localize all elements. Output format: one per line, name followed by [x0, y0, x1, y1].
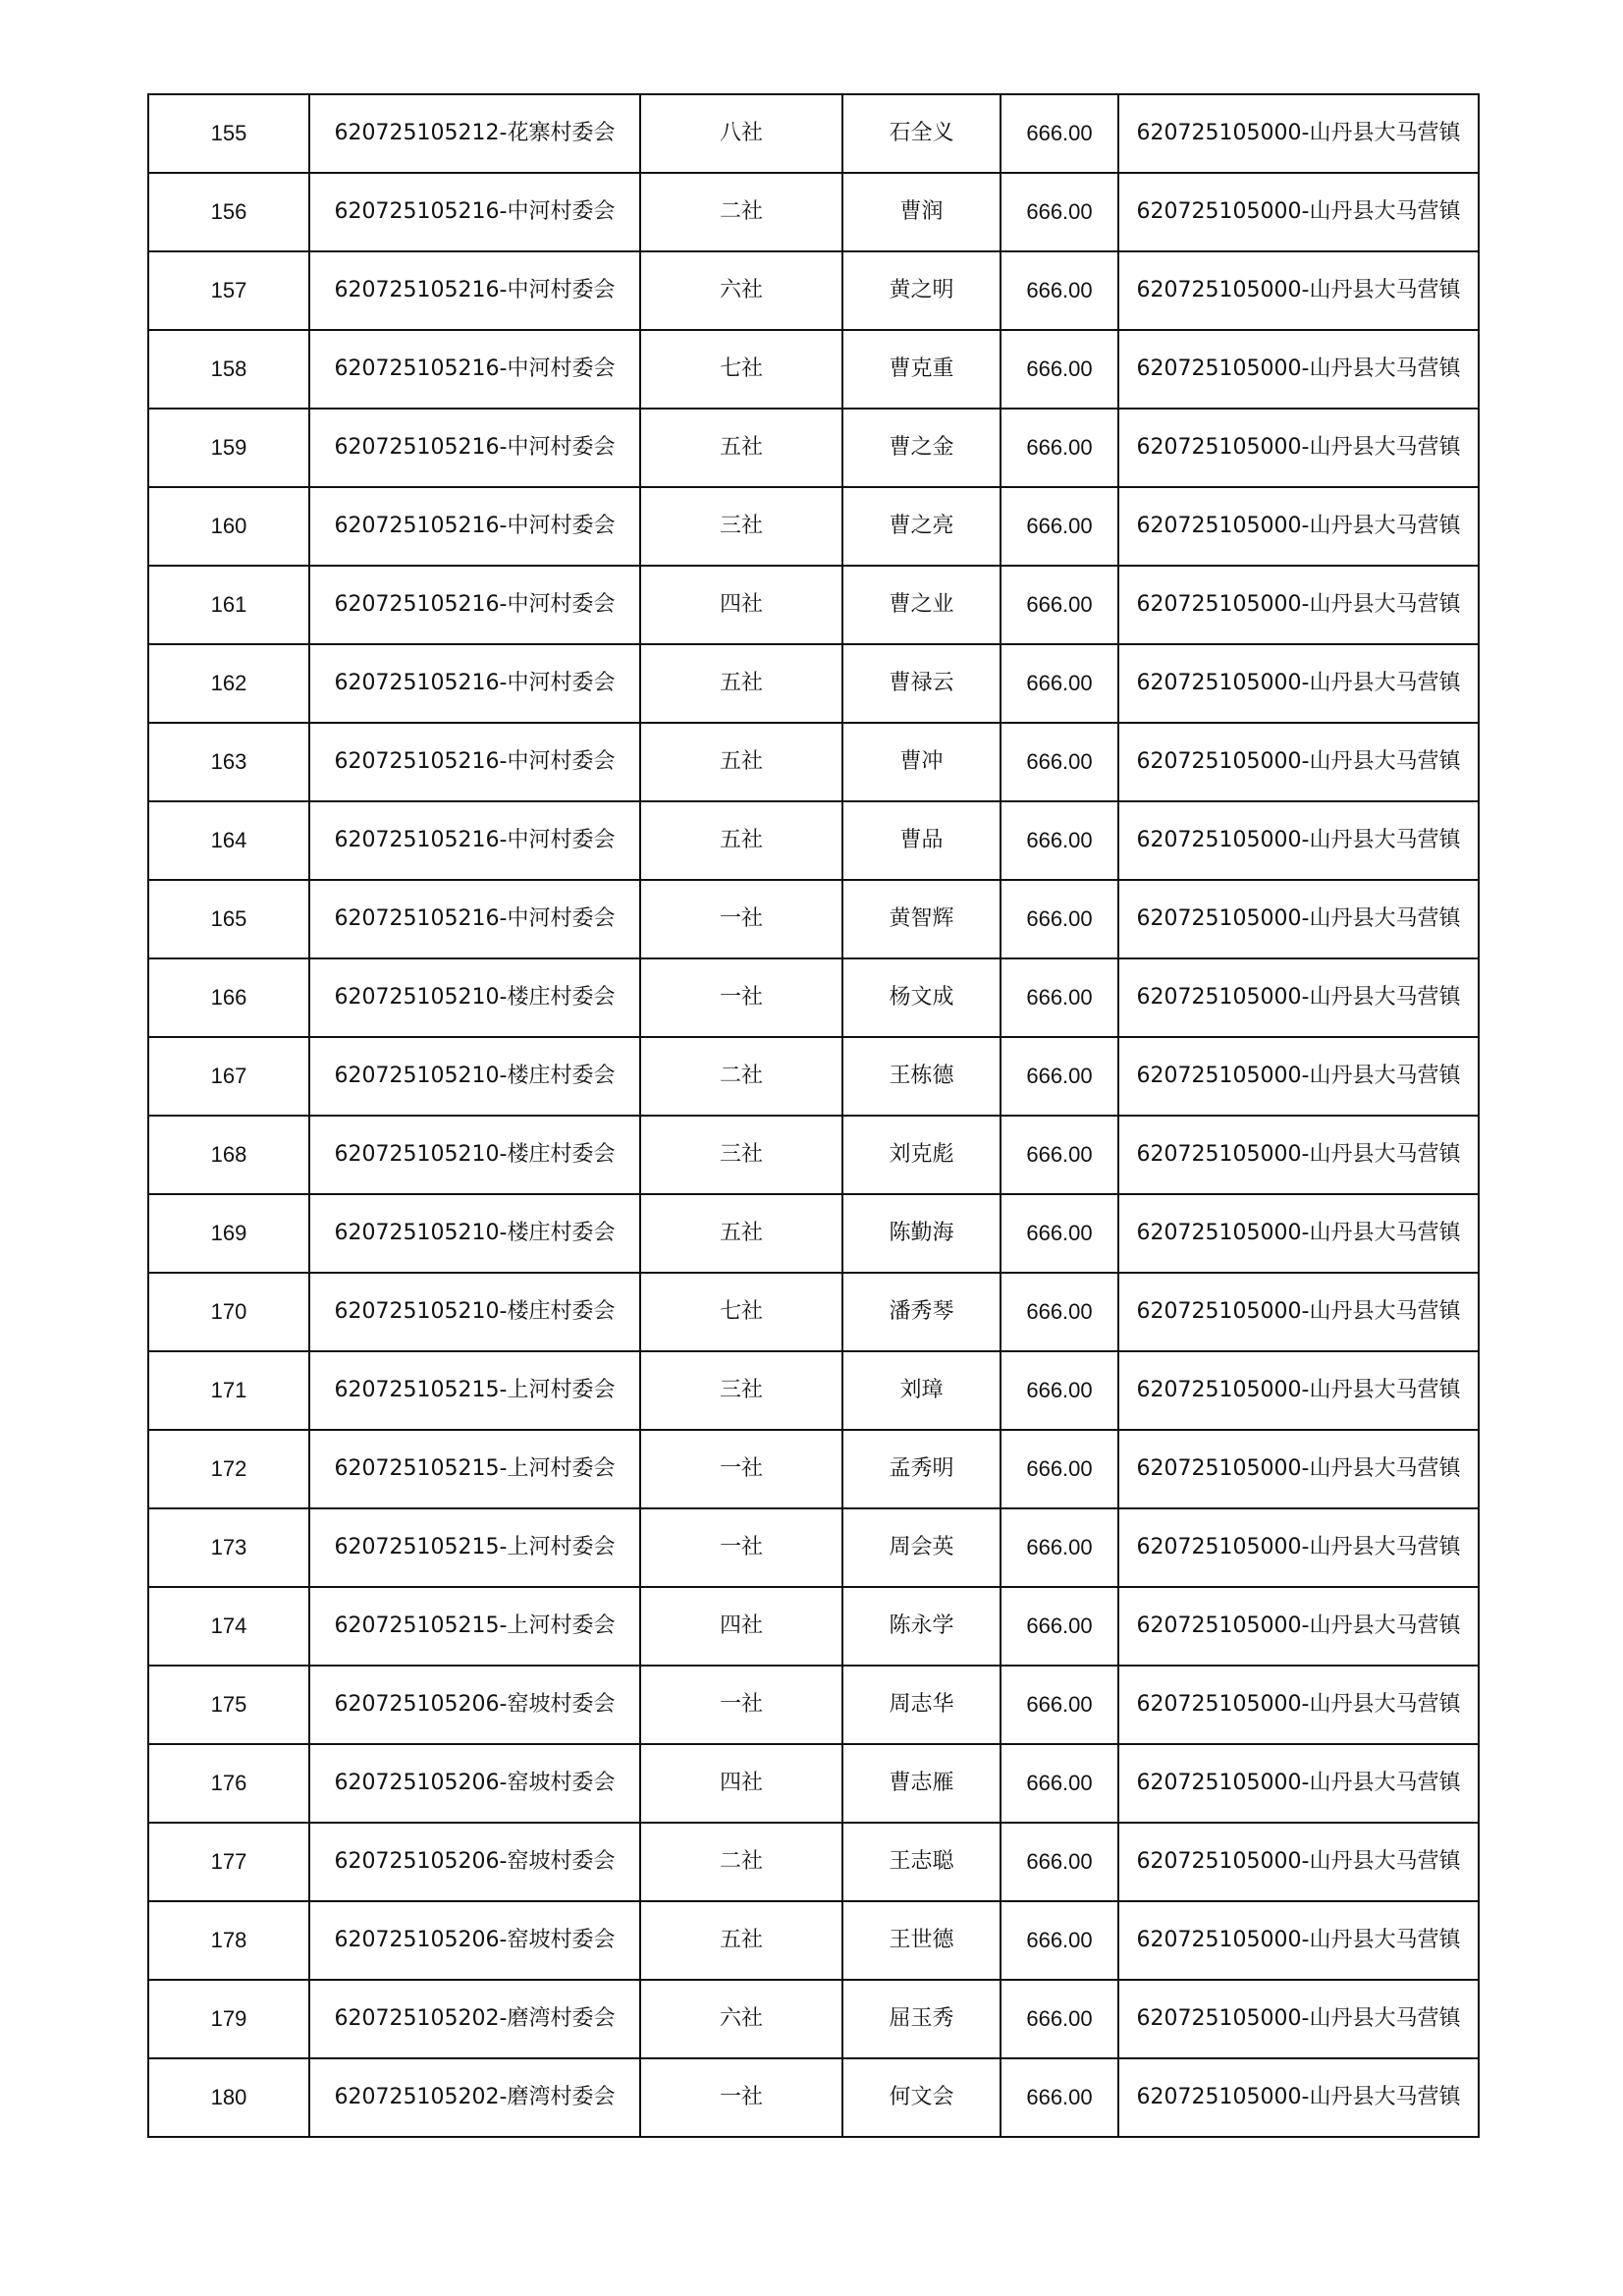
table-row [148, 2058, 1479, 2137]
village-committee-cell: 620725105210-楼庄村委会 [309, 1116, 640, 1194]
person-name-cell: 何文会 [842, 2058, 1001, 2137]
table-row [148, 94, 1479, 173]
person-name-cell: 黄之明 [842, 251, 1001, 330]
amount-cell: 666.00 [1001, 409, 1118, 487]
serial-number-cell: 155 [148, 94, 309, 173]
township-cell: 620725105000-山丹县大马营镇 [1118, 94, 1479, 173]
amount-cell: 666.00 [1001, 173, 1118, 251]
village-committee-cell: 620725105216-中河村委会 [309, 801, 640, 880]
township-cell: 620725105000-山丹县大马营镇 [1118, 173, 1479, 251]
village-group-cell: 七社 [640, 330, 842, 409]
village-committee-cell: 620725105216-中河村委会 [309, 173, 640, 251]
village-committee-cell: 620725105216-中河村委会 [309, 723, 640, 801]
serial-number-cell: 162 [148, 644, 309, 723]
serial-number-cell: 157 [148, 251, 309, 330]
amount-cell: 666.00 [1001, 1980, 1118, 2058]
amount-cell: 666.00 [1001, 1194, 1118, 1273]
village-group-cell: 一社 [640, 880, 842, 958]
person-name-cell: 黄智辉 [842, 880, 1001, 958]
township-cell: 620725105000-山丹县大马营镇 [1118, 958, 1479, 1037]
table-row [148, 1037, 1479, 1116]
township-cell: 620725105000-山丹县大马营镇 [1118, 801, 1479, 880]
township-cell: 620725105000-山丹县大马营镇 [1118, 1273, 1479, 1351]
person-name-cell: 潘秀琴 [842, 1273, 1001, 1351]
village-group-cell: 四社 [640, 566, 842, 644]
amount-cell: 666.00 [1001, 1901, 1118, 1980]
township-cell: 620725105000-山丹县大马营镇 [1118, 1901, 1479, 1980]
township-cell: 620725105000-山丹县大马营镇 [1118, 1508, 1479, 1587]
village-group-cell: 六社 [640, 251, 842, 330]
amount-cell: 666.00 [1001, 958, 1118, 1037]
table-row [148, 1351, 1479, 1430]
serial-number-cell: 163 [148, 723, 309, 801]
township-cell: 620725105000-山丹县大马营镇 [1118, 1116, 1479, 1194]
table-row [148, 566, 1479, 644]
village-committee-cell: 620725105210-楼庄村委会 [309, 1273, 640, 1351]
village-group-cell: 五社 [640, 801, 842, 880]
township-cell: 620725105000-山丹县大马营镇 [1118, 1980, 1479, 2058]
table-row [148, 409, 1479, 487]
township-cell: 620725105000-山丹县大马营镇 [1118, 723, 1479, 801]
village-group-cell: 一社 [640, 958, 842, 1037]
serial-number-cell: 168 [148, 1116, 309, 1194]
person-name-cell: 曹之亮 [842, 487, 1001, 566]
person-name-cell: 曹之金 [842, 409, 1001, 487]
table-row [148, 1430, 1479, 1508]
serial-number-cell: 180 [148, 2058, 309, 2137]
township-cell: 620725105000-山丹县大马营镇 [1118, 330, 1479, 409]
table-row [148, 1823, 1479, 1901]
person-name-cell: 石全义 [842, 94, 1001, 173]
person-name-cell: 曹禄云 [842, 644, 1001, 723]
village-group-cell: 五社 [640, 1194, 842, 1273]
amount-cell: 666.00 [1001, 1587, 1118, 1666]
serial-number-cell: 171 [148, 1351, 309, 1430]
serial-number-cell: 176 [148, 1744, 309, 1823]
table-row [148, 1901, 1479, 1980]
person-name-cell: 刘克彪 [842, 1116, 1001, 1194]
person-name-cell: 王志聪 [842, 1823, 1001, 1901]
table-row [148, 487, 1479, 566]
amount-cell: 666.00 [1001, 1037, 1118, 1116]
person-name-cell: 曹志雁 [842, 1744, 1001, 1823]
serial-number-cell: 158 [148, 330, 309, 409]
person-name-cell: 曹冲 [842, 723, 1001, 801]
village-group-cell: 三社 [640, 1351, 842, 1430]
village-committee-cell: 620725105215-上河村委会 [309, 1430, 640, 1508]
person-name-cell: 刘璋 [842, 1351, 1001, 1430]
table-row [148, 801, 1479, 880]
serial-number-cell: 177 [148, 1823, 309, 1901]
township-cell: 620725105000-山丹县大马营镇 [1118, 566, 1479, 644]
village-group-cell: 四社 [640, 1744, 842, 1823]
amount-cell: 666.00 [1001, 1116, 1118, 1194]
amount-cell: 666.00 [1001, 566, 1118, 644]
village-group-cell: 二社 [640, 1037, 842, 1116]
township-cell: 620725105000-山丹县大马营镇 [1118, 409, 1479, 487]
subsidy-roster-table [147, 93, 1480, 2138]
person-name-cell: 王栋德 [842, 1037, 1001, 1116]
person-name-cell: 陈永学 [842, 1587, 1001, 1666]
amount-cell: 666.00 [1001, 880, 1118, 958]
village-committee-cell: 620725105206-窑坡村委会 [309, 1823, 640, 1901]
table-row [148, 880, 1479, 958]
village-group-cell: 五社 [640, 1901, 842, 1980]
township-cell: 620725105000-山丹县大马营镇 [1118, 251, 1479, 330]
amount-cell: 666.00 [1001, 1351, 1118, 1430]
amount-cell: 666.00 [1001, 1666, 1118, 1744]
serial-number-cell: 167 [148, 1037, 309, 1116]
village-committee-cell: 620725105206-窑坡村委会 [309, 1901, 640, 1980]
person-name-cell: 王世德 [842, 1901, 1001, 1980]
village-group-cell: 一社 [640, 1666, 842, 1744]
amount-cell: 666.00 [1001, 1508, 1118, 1587]
serial-number-cell: 161 [148, 566, 309, 644]
amount-cell: 666.00 [1001, 487, 1118, 566]
serial-number-cell: 160 [148, 487, 309, 566]
table-row [148, 330, 1479, 409]
table-row [148, 1508, 1479, 1587]
village-committee-cell: 620725105206-窑坡村委会 [309, 1744, 640, 1823]
table-row [148, 1116, 1479, 1194]
village-committee-cell: 620725105216-中河村委会 [309, 566, 640, 644]
village-group-cell: 五社 [640, 723, 842, 801]
person-name-cell: 周志华 [842, 1666, 1001, 1744]
person-name-cell: 曹克重 [842, 330, 1001, 409]
township-cell: 620725105000-山丹县大马营镇 [1118, 2058, 1479, 2137]
person-name-cell: 周会英 [842, 1508, 1001, 1587]
amount-cell: 666.00 [1001, 1430, 1118, 1508]
village-group-cell: 一社 [640, 1430, 842, 1508]
serial-number-cell: 170 [148, 1273, 309, 1351]
person-name-cell: 曹品 [842, 801, 1001, 880]
serial-number-cell: 172 [148, 1430, 309, 1508]
village-group-cell: 五社 [640, 644, 842, 723]
amount-cell: 666.00 [1001, 1273, 1118, 1351]
amount-cell: 666.00 [1001, 723, 1118, 801]
village-committee-cell: 620725105202-磨湾村委会 [309, 1980, 640, 2058]
amount-cell: 666.00 [1001, 1744, 1118, 1823]
serial-number-cell: 165 [148, 880, 309, 958]
serial-number-cell: 159 [148, 409, 309, 487]
table-row [148, 1980, 1479, 2058]
serial-number-cell: 178 [148, 1901, 309, 1980]
village-committee-cell: 620725105210-楼庄村委会 [309, 1194, 640, 1273]
village-committee-cell: 620725105202-磨湾村委会 [309, 2058, 640, 2137]
amount-cell: 666.00 [1001, 94, 1118, 173]
village-group-cell: 一社 [640, 1508, 842, 1587]
amount-cell: 666.00 [1001, 801, 1118, 880]
person-name-cell: 陈勤海 [842, 1194, 1001, 1273]
serial-number-cell: 164 [148, 801, 309, 880]
village-committee-cell: 620725105212-花寨村委会 [309, 94, 640, 173]
village-group-cell: 七社 [640, 1273, 842, 1351]
serial-number-cell: 156 [148, 173, 309, 251]
table-row [148, 1744, 1479, 1823]
amount-cell: 666.00 [1001, 330, 1118, 409]
village-committee-cell: 620725105215-上河村委会 [309, 1351, 640, 1430]
village-committee-cell: 620725105216-中河村委会 [309, 409, 640, 487]
village-committee-cell: 620725105210-楼庄村委会 [309, 958, 640, 1037]
table-row [148, 1587, 1479, 1666]
township-cell: 620725105000-山丹县大马营镇 [1118, 1430, 1479, 1508]
table-row [148, 1194, 1479, 1273]
table-row [148, 958, 1479, 1037]
table-row [148, 723, 1479, 801]
village-committee-cell: 620725105216-中河村委会 [309, 487, 640, 566]
township-cell: 620725105000-山丹县大马营镇 [1118, 1351, 1479, 1430]
person-name-cell: 曹润 [842, 173, 1001, 251]
roster-table-body [148, 94, 1479, 2137]
serial-number-cell: 175 [148, 1666, 309, 1744]
village-committee-cell: 620725105206-窑坡村委会 [309, 1666, 640, 1744]
serial-number-cell: 173 [148, 1508, 309, 1587]
village-committee-cell: 620725105210-楼庄村委会 [309, 1037, 640, 1116]
village-group-cell: 二社 [640, 173, 842, 251]
township-cell: 620725105000-山丹县大马营镇 [1118, 1823, 1479, 1901]
person-name-cell: 曹之业 [842, 566, 1001, 644]
table-row [148, 173, 1479, 251]
village-committee-cell: 620725105215-上河村委会 [309, 1587, 640, 1666]
village-committee-cell: 620725105216-中河村委会 [309, 644, 640, 723]
serial-number-cell: 169 [148, 1194, 309, 1273]
township-cell: 620725105000-山丹县大马营镇 [1118, 1194, 1479, 1273]
village-group-cell: 六社 [640, 1980, 842, 2058]
serial-number-cell: 166 [148, 958, 309, 1037]
village-group-cell: 三社 [640, 1116, 842, 1194]
table-row [148, 251, 1479, 330]
amount-cell: 666.00 [1001, 251, 1118, 330]
serial-number-cell: 174 [148, 1587, 309, 1666]
village-committee-cell: 620725105216-中河村委会 [309, 880, 640, 958]
village-group-cell: 三社 [640, 487, 842, 566]
township-cell: 620725105000-山丹县大马营镇 [1118, 487, 1479, 566]
township-cell: 620725105000-山丹县大马营镇 [1118, 1037, 1479, 1116]
amount-cell: 666.00 [1001, 2058, 1118, 2137]
village-committee-cell: 620725105215-上河村委会 [309, 1508, 640, 1587]
township-cell: 620725105000-山丹县大马营镇 [1118, 644, 1479, 723]
village-committee-cell: 620725105216-中河村委会 [309, 330, 640, 409]
village-group-cell: 五社 [640, 409, 842, 487]
amount-cell: 666.00 [1001, 644, 1118, 723]
township-cell: 620725105000-山丹县大马营镇 [1118, 1587, 1479, 1666]
village-committee-cell: 620725105216-中河村委会 [309, 251, 640, 330]
village-group-cell: 二社 [640, 1823, 842, 1901]
table-row [148, 644, 1479, 723]
person-name-cell: 孟秀明 [842, 1430, 1001, 1508]
township-cell: 620725105000-山丹县大马营镇 [1118, 880, 1479, 958]
amount-cell: 666.00 [1001, 1823, 1118, 1901]
serial-number-cell: 179 [148, 1980, 309, 2058]
table-row [148, 1666, 1479, 1744]
person-name-cell: 屈玉秀 [842, 1980, 1001, 2058]
village-group-cell: 八社 [640, 94, 842, 173]
village-group-cell: 四社 [640, 1587, 842, 1666]
township-cell: 620725105000-山丹县大马营镇 [1118, 1666, 1479, 1744]
village-group-cell: 一社 [640, 2058, 842, 2137]
person-name-cell: 杨文成 [842, 958, 1001, 1037]
township-cell: 620725105000-山丹县大马营镇 [1118, 1744, 1479, 1823]
table-row [148, 1273, 1479, 1351]
